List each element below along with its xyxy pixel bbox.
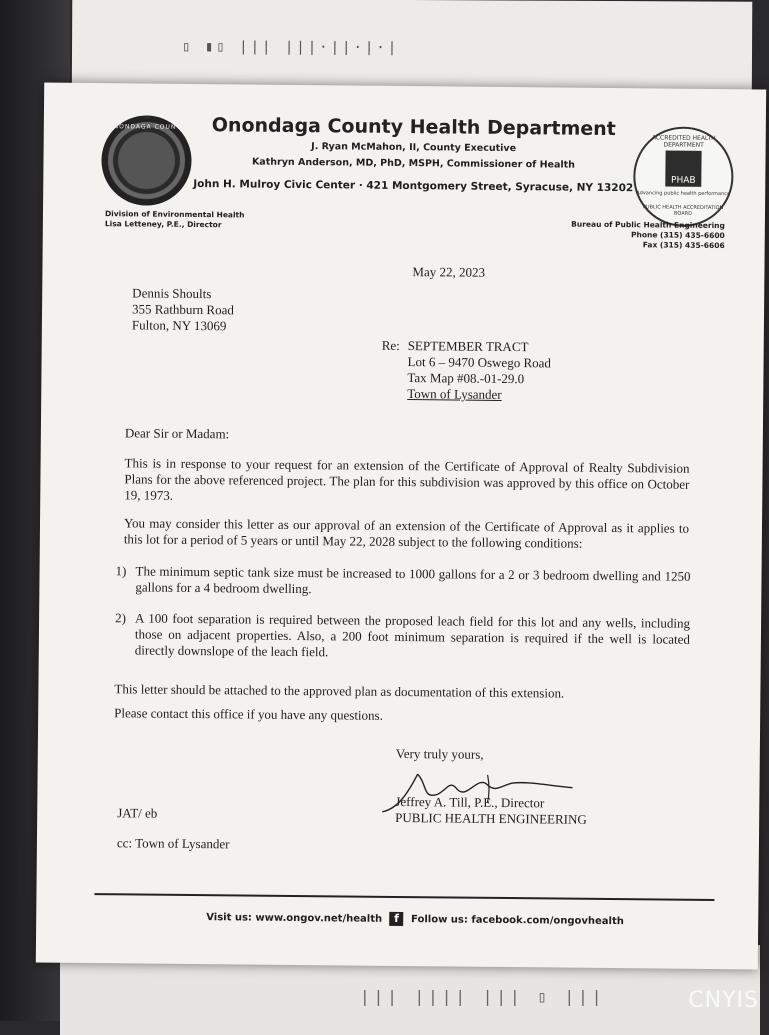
top-sheet-marks: ▯ ▮▯ ||| |||·||·|·|	[181, 38, 400, 56]
greeting: Dear Sir or Madam:	[124, 425, 230, 442]
letter-page	[36, 83, 766, 970]
phab-sub-text: Advancing public health performance	[636, 190, 731, 198]
department-title: Onondaga County Health Department	[211, 114, 616, 141]
condition-1-number: 1)	[115, 563, 127, 579]
division-name: Division of Environmental Health	[104, 209, 245, 220]
cc-line: cc: Town of Lysander	[116, 835, 230, 852]
county-seal-icon	[101, 115, 192, 206]
footer	[206, 910, 666, 928]
phab-ring-bottom-text: PUBLIC HEALTH ACCREDITATION BOARD	[642, 204, 724, 217]
bureau-fax: Fax (315) 435-6606	[642, 240, 725, 251]
letter-date: May 22, 2023	[412, 264, 486, 280]
re-lot: Lot 6 – 9470 Oswego Road	[407, 354, 552, 371]
cnyis-watermark: CNYIS	[688, 988, 759, 1013]
re-town: Town of Lysander	[407, 386, 502, 402]
footer-divider	[94, 893, 714, 901]
footer-website: Visit us: www.ongov.net/health	[206, 912, 383, 925]
signer-name: Jeffrey A. Till, P.E., Director	[395, 793, 545, 811]
division-director: Lisa Letteney, P.E., Director	[104, 219, 222, 230]
county-seal-text: ONONDAGA COUNTY	[107, 123, 186, 131]
recipient-street: 355 Rathburn Road	[131, 301, 234, 318]
re-tract: SEPTEMBER TRACT	[407, 338, 529, 355]
signer-block	[395, 794, 587, 828]
signer-title: PUBLIC HEALTH ENGINEERING	[395, 809, 587, 827]
footer-facebook: Follow us: facebook.com/ongovhealth	[411, 914, 624, 928]
facebook-icon: f	[390, 912, 404, 926]
department-address: John H. Mulroy Civic Center · 421 Montgomery Street, Syracuse, NY 13202	[193, 177, 634, 195]
condition-1	[115, 563, 691, 597]
recipient-name: Dennis Shoults	[132, 285, 212, 302]
commissioner-line: Kathryn Anderson, MD, PhD, MSPH, Commissioner of Health	[251, 156, 576, 171]
condition-2-number: 2)	[115, 610, 127, 626]
phab-center-text: PHAB	[665, 151, 701, 187]
bureau-phone: Phone (315) 435-6600	[630, 230, 725, 241]
phab-accreditation-seal-icon	[633, 126, 734, 227]
re-label: Re:	[381, 337, 400, 353]
recipient-city: Fulton, NY 13069	[131, 317, 227, 334]
condition-2-text: A 100 foot separation is required between the proposed leach field for this lot and any wells, including those on adjacent properties. Also, a 200 foot minimum separation is required if the well is located directly downslope of the leach field.	[134, 610, 691, 660]
paragraph-request: This is in response to your request for an extension of the Certificate of Approval of Realty Subdivision Plans for the above referenced project. The plan for this subdivision was approved by this office on October 19, 1973.	[124, 455, 690, 503]
re-block	[407, 338, 551, 403]
bureau-name: Bureau of Public Health Engineering	[571, 219, 725, 231]
recipient-address	[132, 285, 234, 334]
closing: Very truly yours,	[395, 745, 484, 762]
re-tax-map: Tax Map #08.-01-29.0	[407, 370, 525, 387]
phab-ring-top-text: ACCREDITED HEALTH DEPARTMENT	[651, 134, 716, 149]
paragraph-contact: Please contact this office if you have any questions.	[114, 705, 383, 723]
paragraph-approval: You may consider this letter as our approval of an extension of the Certificate of Approval as it applies to this lot for a period of 5 years or until May 22, 2028 subject to the following conditions:	[123, 515, 690, 551]
county-executive-line: J. Ryan McMahon, II, County Executive	[311, 141, 517, 155]
division-block	[105, 209, 245, 230]
bureau-block	[571, 220, 725, 251]
condition-2	[115, 610, 691, 660]
typist-initials: JAT/ eb	[117, 805, 158, 821]
condition-1-text: The minimum septic tank size must be increased to 1000 gallons for a 2 or 3 bedroom dwelling and 1250 gallons for a 4 bedroom dwelling.	[135, 563, 691, 597]
paragraph-attach: This letter should be attached to the approved plan as documentation of this extension.	[114, 681, 565, 701]
bottom-sheet-marks: ||| |||| ||| ▯ |||	[360, 987, 606, 1006]
